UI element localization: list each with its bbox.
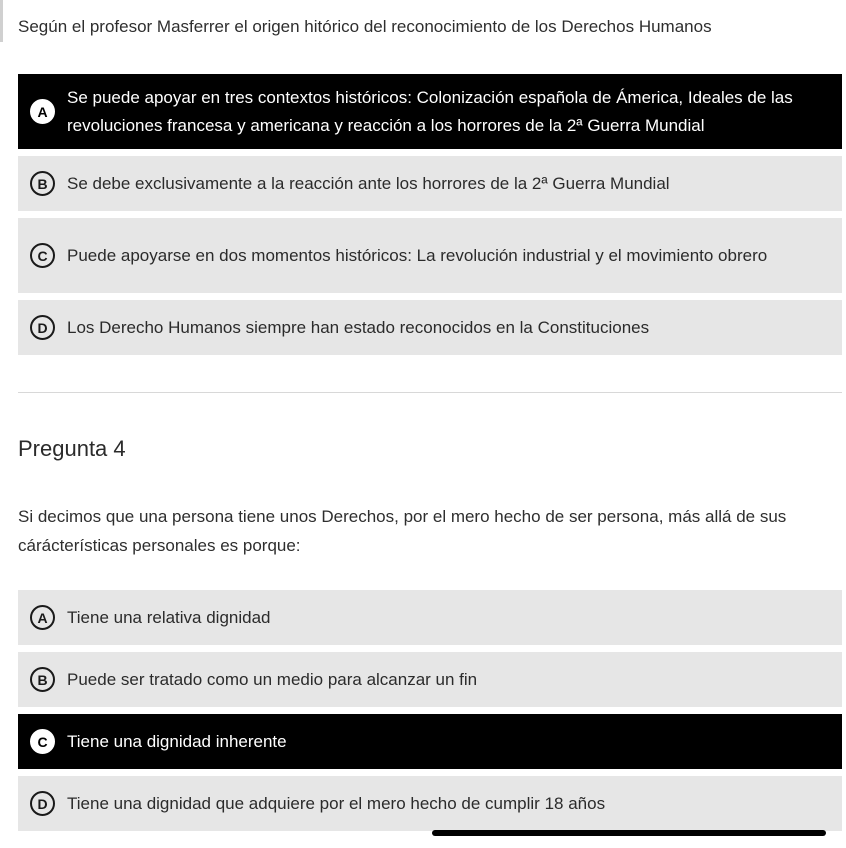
option-label: Se debe exclusivamente a la reacción ante los horrores de la 2ª Guerra Mundial bbox=[67, 173, 670, 193]
option-d[interactable] bbox=[18, 300, 842, 355]
question-4-options bbox=[18, 590, 842, 838]
option-letter-badge: A bbox=[30, 605, 55, 630]
option-label: Se puede apoyar en tres contextos históricos: Colonización española de Ámerica, Ideales de las revoluciones francesa y americana y reacción a los horrores de la 2ª Guerra Mundial bbox=[67, 87, 793, 135]
option-letter-badge: D bbox=[30, 791, 55, 816]
option-label: Puede apoyarse en dos momentos históricos: La revolución industrial y el movimiento obrero bbox=[67, 245, 768, 265]
option-b[interactable] bbox=[18, 156, 842, 211]
option-d[interactable] bbox=[18, 776, 842, 831]
option-b[interactable] bbox=[18, 652, 842, 707]
option-letter-badge: C bbox=[30, 729, 55, 754]
option-c[interactable] bbox=[18, 218, 842, 293]
question-3-options bbox=[18, 74, 842, 362]
option-label: Los Derecho Humanos siempre han estado reconocidos en la Constituciones bbox=[67, 317, 650, 337]
section-divider bbox=[18, 392, 842, 393]
option-label: Puede ser tratado como un medio para alcanzar un fin bbox=[67, 669, 478, 689]
option-label: Tiene una dignidad que adquiere por el mero hecho de cumplir 18 años bbox=[67, 793, 606, 813]
option-c[interactable] bbox=[18, 714, 842, 769]
option-letter-badge: A bbox=[30, 99, 55, 124]
left-edge-rule bbox=[0, 0, 3, 42]
question-4-text: Si decimos que una persona tiene unos Derechos, por el mero hecho de ser persona, más allá de sus cárácterísticas personales es porque: bbox=[18, 507, 787, 555]
option-letter-badge: C bbox=[30, 243, 55, 268]
question-3-text: Según el profesor Masferrer el origen hitórico del reconocimiento de los Derechos Humanos bbox=[18, 17, 712, 36]
option-letter-badge: B bbox=[30, 667, 55, 692]
option-label: Tiene una relativa dignidad bbox=[67, 607, 271, 627]
option-a[interactable] bbox=[18, 590, 842, 645]
option-letter-badge: B bbox=[30, 171, 55, 196]
question-4-heading: Pregunta 4 bbox=[18, 436, 126, 461]
home-indicator[interactable] bbox=[432, 830, 826, 836]
option-label: Tiene una dignidad inherente bbox=[67, 731, 287, 751]
option-a[interactable] bbox=[18, 74, 842, 149]
option-letter-badge: D bbox=[30, 315, 55, 340]
